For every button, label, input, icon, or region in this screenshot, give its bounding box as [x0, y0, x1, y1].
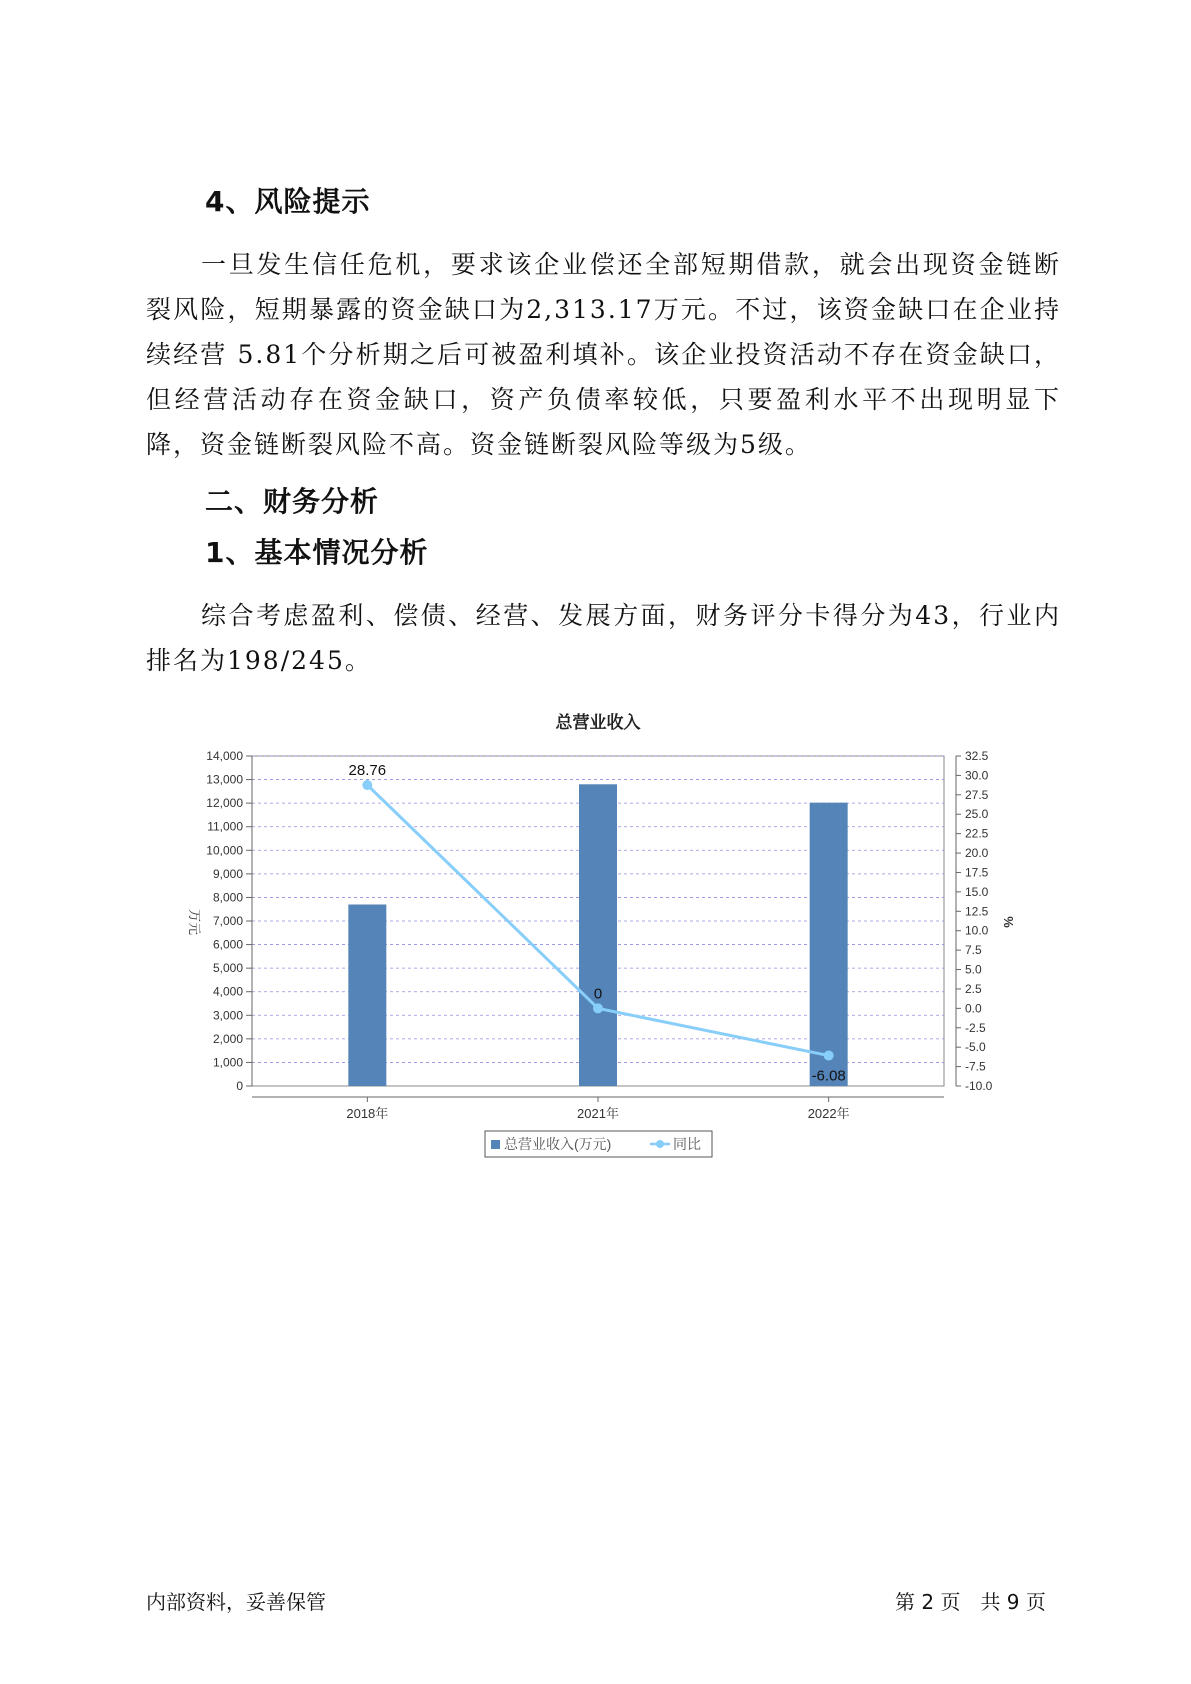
revenue-bar: [579, 784, 617, 1086]
x-axis-tick-label: 2018年: [346, 1106, 389, 1121]
left-axis-tick-label: 5,000: [212, 961, 243, 976]
left-axis-tick-label: 14,000: [206, 749, 243, 763]
right-axis-tick-label: 20.0: [965, 846, 989, 861]
left-axis-tick-label: 4,000: [212, 984, 243, 999]
legend-line-label: 同比: [673, 1136, 701, 1152]
section-heading-risk-tip: 4、风险提示: [205, 185, 371, 218]
legend-bar-label: 总营业收入(万元): [504, 1136, 612, 1152]
footer-confidential-note: 内部资料，妥善保管: [146, 1590, 326, 1614]
left-axis-tick-label: 13,000: [206, 772, 243, 787]
section-heading-financial-analysis: 二、财务分析: [205, 485, 380, 518]
yoy-data-label: 28.76: [348, 762, 387, 780]
yoy-point: [593, 1003, 603, 1013]
right-axis-tick-label: 12.5: [965, 904, 989, 919]
right-axis-tick-label: 10.0: [965, 923, 989, 938]
left-axis-tick-label: 3,000: [212, 1008, 243, 1023]
x-axis-tick-label: 2022年: [807, 1106, 850, 1121]
left-axis-tick-label: 8,000: [212, 890, 243, 905]
right-axis-tick-label: -10.0: [965, 1079, 993, 1093]
left-axis-tick-label: 10,000: [206, 843, 243, 858]
yoy-data-label: -6.08: [811, 1067, 846, 1085]
right-axis-tick-label: -7.5: [965, 1059, 986, 1074]
risk-paragraph: 一旦发生信任危机，要求该企业偿还全部短期借款，就会出现资金链断裂风险，短期暴露的资金缺口为2,313.17万元。不过，该资金缺口在企业持续经营 5.81个分析期之后可被盈利填补。该企业投资活动不存在资金缺口，但经营活动存在资金缺口，资产负债率较低，只要盈利水平不出现明显下降，资金链断裂风险不高。资金链断裂风险等级为5级。: [146, 250, 1061, 459]
right-axis-tick-label: 2.5: [965, 981, 982, 996]
right-axis-tick-label: 22.5: [965, 826, 989, 841]
right-axis-tick-label: 32.5: [965, 749, 989, 763]
chart-title: 总营业收入: [555, 713, 641, 732]
right-axis-tick-label: 15.0: [965, 884, 989, 899]
right-axis-tick-label: 25.0: [965, 807, 989, 822]
left-axis-tick-label: 1,000: [212, 1055, 243, 1070]
section-heading-basic-analysis: 1、基本情况分析: [205, 536, 429, 569]
left-axis-tick-label: 12,000: [206, 796, 243, 811]
left-axis-tick-label: 11,000: [207, 819, 243, 834]
right-axis-tick-label: 30.0: [965, 768, 989, 783]
footer-page-number: 第 2 页 共 9 页: [895, 1590, 1046, 1614]
basic-analysis-paragraph: 综合考虑盈利、偿债、经营、发展方面，财务评分卡得分为43，行业内排名为198/245。: [146, 601, 1061, 675]
right-axis-tick-label: 5.0: [965, 962, 982, 977]
chart-legend: [485, 1131, 712, 1157]
revenue-bar: [810, 803, 848, 1086]
right-axis-tick-label: 7.5: [965, 943, 982, 958]
left-axis-tick-label: 6,000: [212, 937, 243, 952]
right-axis-tick-label: -2.5: [965, 1020, 986, 1035]
x-axis-tick-label: 2021年: [577, 1106, 619, 1121]
right-axis-tick-label: 0.0: [965, 1001, 982, 1016]
revenue-bar: [348, 905, 386, 1087]
left-axis-label: 万元: [187, 908, 202, 936]
yoy-point: [824, 1051, 834, 1061]
right-axis-label: %: [1001, 916, 1016, 928]
right-axis-tick-label: 27.5: [965, 787, 989, 802]
legend-bar-swatch: [491, 1140, 500, 1149]
left-axis-tick-label: 9,000: [212, 866, 243, 881]
left-axis-tick-label: 7,000: [212, 914, 243, 928]
legend-line-marker: [656, 1140, 664, 1148]
right-axis-tick-label: 17.5: [965, 865, 989, 880]
left-axis-tick-label: 2,000: [212, 1031, 243, 1046]
yoy-data-label: 0: [593, 985, 603, 1003]
left-axis-tick-label: 0: [236, 1079, 243, 1093]
yoy-point: [362, 780, 372, 790]
right-axis-tick-label: -5.0: [965, 1040, 986, 1055]
